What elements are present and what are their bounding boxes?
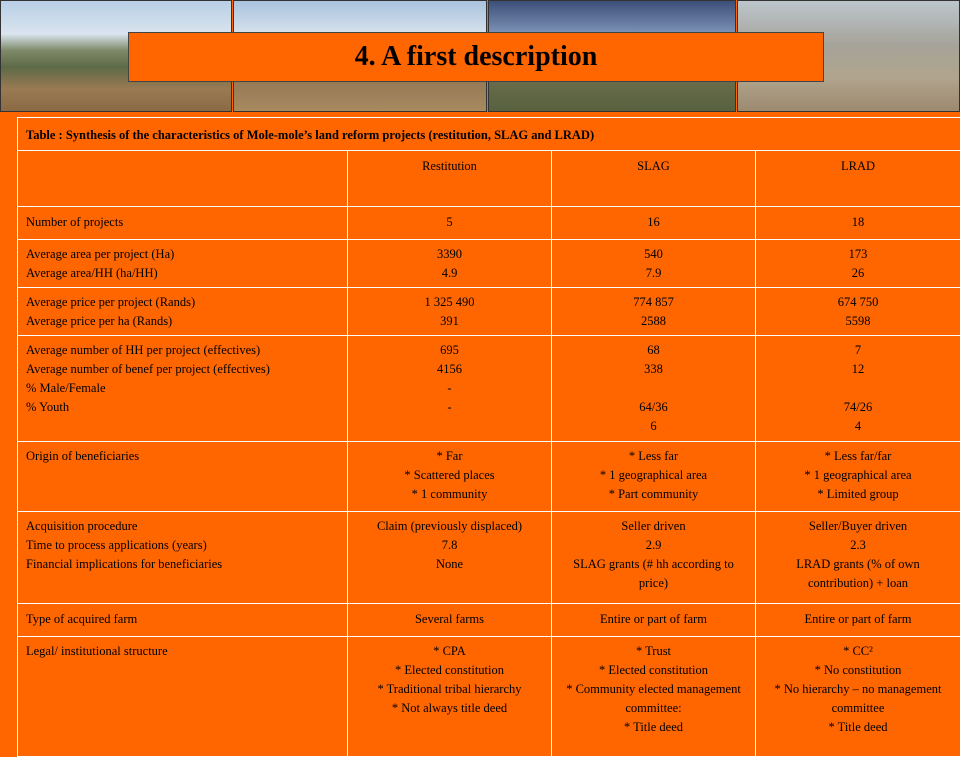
- cell-line: Average number of HH per project (effectives): [26, 341, 340, 360]
- cell-line: * Elected constitution: [559, 661, 748, 680]
- cell-line: 674 750: [763, 293, 953, 312]
- cell-line: 4156: [355, 360, 544, 379]
- row-label: [18, 604, 348, 637]
- cell-line: Acquisition procedure: [26, 517, 340, 536]
- slide-title: 4. A first description: [128, 32, 824, 82]
- cell-line: 7.9: [559, 264, 748, 283]
- cell-line: Seller/Buyer driven: [763, 517, 953, 536]
- cell-line: 7.8: [355, 536, 544, 555]
- cell-line: Average area per project (Ha): [26, 245, 340, 264]
- cell-line: 74/26: [763, 398, 953, 417]
- cell-line: 64/36: [559, 398, 748, 417]
- table-row: [18, 240, 960, 288]
- cell-line: 2.3: [763, 536, 953, 555]
- cell-line: 5: [355, 213, 544, 232]
- cell-line: % Male/Female: [26, 379, 340, 398]
- cell-line: None: [355, 555, 544, 574]
- header-cell-empty: [18, 151, 348, 207]
- cell-line: 391: [355, 312, 544, 331]
- cell-line: 7: [763, 341, 953, 360]
- cell-line: * Community elected management committee:: [559, 680, 748, 718]
- cell-line: * 1 community: [355, 485, 544, 504]
- cell-line: % Youth: [26, 398, 340, 417]
- cell-line: 338: [559, 360, 748, 379]
- cell-line: Several farms: [355, 610, 544, 629]
- cell-line: * Title deed: [763, 718, 953, 737]
- row-label: [18, 240, 348, 288]
- cell-line: [559, 379, 748, 398]
- cell-line: * CC²: [763, 642, 953, 661]
- cell-line: * No hierarchy – no management committee: [763, 680, 953, 718]
- value-cell: [348, 442, 552, 512]
- table-row: [18, 207, 960, 240]
- cell-line: Average price per ha (Rands): [26, 312, 340, 331]
- cell-line: Average number of benef per project (effectives): [26, 360, 340, 379]
- cell-line: 18: [763, 213, 953, 232]
- cell-line: LRAD grants (% of own contribution) + loan: [763, 555, 953, 593]
- cell-line: 68: [559, 341, 748, 360]
- row-label: [18, 207, 348, 240]
- cell-line: -: [355, 398, 544, 417]
- cell-line: * 1 geographical area: [559, 466, 748, 485]
- cell-line: 1 325 490: [355, 293, 544, 312]
- table-row: [18, 604, 960, 637]
- table-row: [18, 288, 960, 336]
- value-cell: [756, 336, 960, 442]
- cell-line: 26: [763, 264, 953, 283]
- cell-line: Entire or part of farm: [763, 610, 953, 629]
- value-cell: [552, 288, 756, 336]
- cell-line: 4.9: [355, 264, 544, 283]
- cell-line: Seller driven: [559, 517, 748, 536]
- cell-line: * Limited group: [763, 485, 953, 504]
- value-cell: [756, 442, 960, 512]
- cell-line: Average price per project (Rands): [26, 293, 340, 312]
- cell-line: * 1 geographical area: [763, 466, 953, 485]
- cell-line: SLAG grants (# hh according to price): [559, 555, 748, 593]
- header-restitution: Restitution: [348, 151, 552, 207]
- cell-line: 3390: [355, 245, 544, 264]
- value-cell: [348, 637, 552, 757]
- value-cell: [756, 288, 960, 336]
- cell-line: Entire or part of farm: [559, 610, 748, 629]
- cell-line: 12: [763, 360, 953, 379]
- table-caption-row: [18, 118, 960, 151]
- cell-line: Financial implications for beneficiaries: [26, 555, 340, 574]
- row-label: [18, 288, 348, 336]
- value-cell: [552, 637, 756, 757]
- cell-line: * Less far/far: [763, 447, 953, 466]
- value-cell: [552, 604, 756, 637]
- cell-line: * No constitution: [763, 661, 953, 680]
- cell-line: 16: [559, 213, 748, 232]
- value-cell: [348, 336, 552, 442]
- value-cell: [348, 512, 552, 604]
- cell-line: * Elected constitution: [355, 661, 544, 680]
- table-caption: Table : Synthesis of the characteristics of Mole-mole’s land reform projects (restitution, SLAG and LRAD): [18, 118, 960, 151]
- value-cell: [756, 207, 960, 240]
- row-label: [18, 442, 348, 512]
- value-cell: [552, 512, 756, 604]
- value-cell: [756, 512, 960, 604]
- value-cell: [756, 240, 960, 288]
- cell-line: * CPA: [355, 642, 544, 661]
- cell-line: * Scattered places: [355, 466, 544, 485]
- cell-line: Type of acquired farm: [26, 610, 340, 629]
- cell-line: 695: [355, 341, 544, 360]
- row-label: [18, 336, 348, 442]
- cell-line: 173: [763, 245, 953, 264]
- cell-line: 540: [559, 245, 748, 264]
- cell-line: 2.9: [559, 536, 748, 555]
- value-cell: [348, 240, 552, 288]
- cell-line: * Traditional tribal hierarchy: [355, 680, 544, 699]
- value-cell: [348, 604, 552, 637]
- value-cell: [756, 637, 960, 757]
- cell-line: * Part community: [559, 485, 748, 504]
- table-row: [18, 512, 960, 604]
- table-header-row: [18, 151, 960, 207]
- value-cell: [348, 207, 552, 240]
- cell-line: [763, 379, 953, 398]
- cell-line: 5598: [763, 312, 953, 331]
- cell-line: Average area/HH (ha/HH): [26, 264, 340, 283]
- value-cell: [552, 442, 756, 512]
- cell-line: 6: [559, 417, 748, 436]
- cell-line: 4: [763, 417, 953, 436]
- synthesis-table: [17, 117, 960, 757]
- cell-line: Time to process applications (years): [26, 536, 340, 555]
- value-cell: [552, 240, 756, 288]
- cell-line: Legal/ institutional structure: [26, 642, 340, 661]
- cell-line: * Not always title deed: [355, 699, 544, 718]
- cell-line: 2588: [559, 312, 748, 331]
- row-label: [18, 637, 348, 757]
- cell-line: * Title deed: [559, 718, 748, 737]
- value-cell: [756, 604, 960, 637]
- value-cell: [552, 336, 756, 442]
- value-cell: [348, 288, 552, 336]
- cell-line: 774 857: [559, 293, 748, 312]
- cell-line: Claim (previously displaced): [355, 517, 544, 536]
- cell-line: * Trust: [559, 642, 748, 661]
- row-label: [18, 512, 348, 604]
- table-row: [18, 637, 960, 757]
- cell-line: -: [355, 379, 544, 398]
- table-row: [18, 442, 960, 512]
- cell-line: * Far: [355, 447, 544, 466]
- header-lrad: LRAD: [756, 151, 960, 207]
- cell-line: Origin of beneficiaries: [26, 447, 340, 466]
- value-cell: [552, 207, 756, 240]
- header-slag: SLAG: [552, 151, 756, 207]
- cell-line: Number of projects: [26, 213, 340, 232]
- table-row: [18, 336, 960, 442]
- cell-line: * Less far: [559, 447, 748, 466]
